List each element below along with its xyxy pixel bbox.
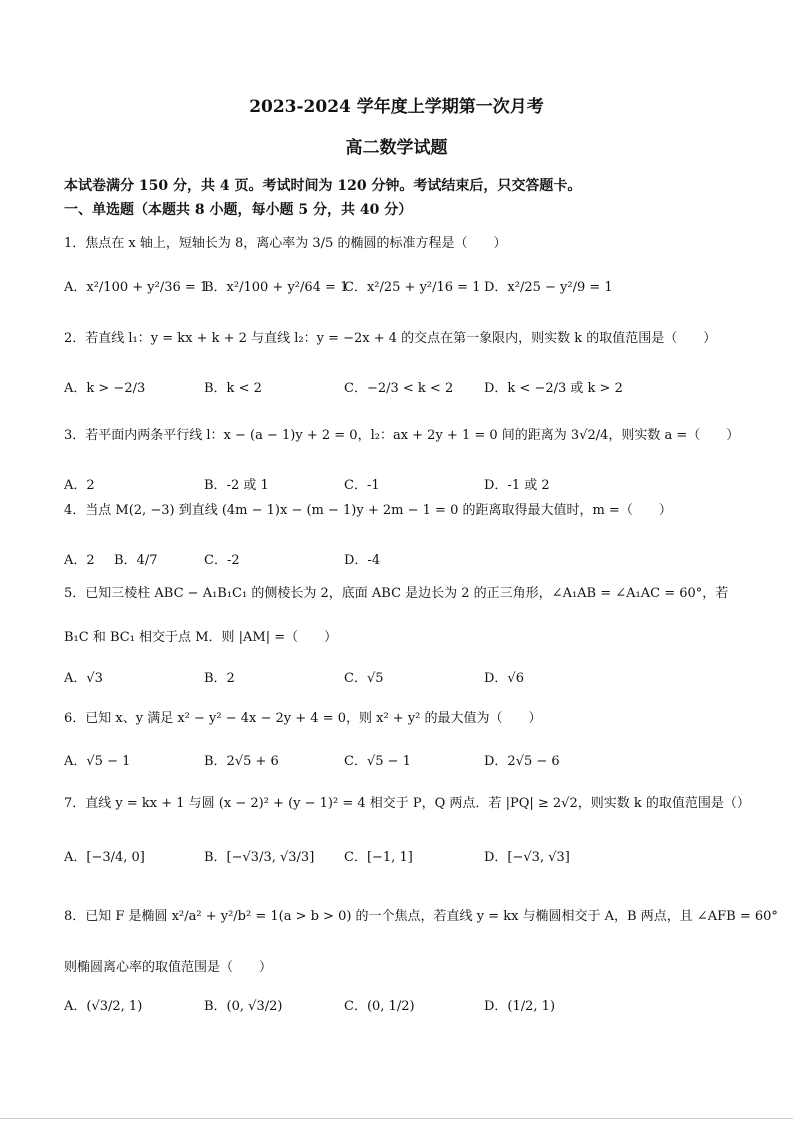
question-2-stem: 2．若直线 l₁：y = kx + k + 2 与直线 l₂：y = −2x + 4 的交点在第一象限内，则实数 k 的取值范围是（ ） [64,331,717,346]
q1-option-d: D．x²/25 − y²/9 = 1 [484,280,613,295]
q5-option-b: B．2 [204,671,235,686]
question-6-stem: 6．已知 x、y 满足 x² − y² − 4x − 2y + 4 = 0，则 x² + y² 的最大值为（ ） [64,711,542,726]
q8-option-d: D．(1/2, 1) [484,999,556,1014]
q2-option-a: A．k > −2/3 [64,381,146,396]
q4-option-c: C．-2 [204,553,240,568]
question-4-stem: 4．当点 M(2, −3) 到直线 (4m − 1)x − (m − 1)y + 2m − 1 = 0 的距离取得最大值时，m =（ ） [64,503,672,518]
q7-option-d: D．[−√3, √3] [484,850,570,865]
q7-option-b: B．[−√3/3, √3/3] [204,850,315,865]
q5-option-a: A．√3 [64,671,103,686]
q4-option-a: A．2 [64,553,95,568]
question-5-stem: 5．已知三棱柱 ABC − A₁B₁C₁ 的侧棱长为 2，底面 ABC 是边长为 2 的正三角形，∠A₁AB = ∠A₁AC = 60°，若 [64,586,729,601]
q1-option-b: B．x²/100 + y²/64 = 1 [204,280,349,295]
q2-option-c: C．−2/3 < k < 2 [344,381,454,396]
q8-option-b: B．(0, √3/2) [204,999,283,1014]
exam-instructions: 本试卷满分 150 分，共 4 页。考试时间为 120 分钟。考试结束后，只交答题卡。 [64,178,582,194]
q3-option-a: A．2 [64,478,95,493]
section-heading: 一、单选题（本题共 8 小题，每小题 5 分，共 40 分） [64,202,413,218]
question-8-stem: 8．已知 F 是椭圆 x²/a² + y²/b² = 1(a > b > 0) 的一个焦点，若直线 y = kx 与椭圆相交于 A，B 两点，且 ∠AFB = 60° [64,909,778,924]
q6-option-c: C．√5 − 1 [344,754,411,769]
question-8-stem-continued: 则椭圆离心率的取值范围是（ ） [64,960,273,975]
q7-option-a: A．[−3/4, 0] [64,850,145,865]
page-bottom-divider [0,1118,793,1119]
q5-option-c: C．√5 [344,671,384,686]
q8-option-c: C．(0, 1/2) [344,999,415,1014]
q5-option-d: D．√6 [484,671,524,686]
q4-option-b: B．4/7 [114,553,158,568]
q6-option-a: A．√5 − 1 [64,754,131,769]
question-1-stem: 1．焦点在 x 轴上，短轴长为 8，离心率为 3/5 的椭圆的标准方程是（ ） [64,236,507,251]
q3-option-d: D．-1 或 2 [484,478,550,493]
question-3-stem: 3．若平面内两条平行线 l：x − (a − 1)y + 2 = 0，l₂：ax + 2y + 1 = 0 间的距离为 3√2/4，则实数 a =（ ） [64,428,740,443]
question-7-stem: 7．直线 y = kx + 1 与圆 (x − 2)² + (y − 1)² = 4 相交于 P，Q 两点．若 |PQ| ≥ 2√2，则实数 k 的取值范围是（） [64,796,750,811]
q2-option-d: D．k < −2/3 或 k > 2 [484,381,623,396]
q7-option-c: C．[−1, 1] [344,850,413,865]
q8-option-a: A．(√3/2, 1) [64,999,143,1014]
q4-option-d: D．-4 [344,553,381,568]
question-5-stem-continued: B₁C 和 BC₁ 相交于点 M．则 |AM| =（ ） [64,630,338,645]
q6-option-b: B．2√5 + 6 [204,754,279,769]
q1-option-a: A．x²/100 + y²/36 = 1 [64,280,209,295]
q1-option-c: C．x²/25 + y²/16 = 1 [344,280,481,295]
q3-option-b: B．-2 或 1 [204,478,269,493]
exam-title: 2023-2024 学年度上学期第一次月考 [249,97,544,117]
q2-option-b: B．k < 2 [204,381,262,396]
exam-subtitle: 高二数学试题 [345,138,448,158]
q3-option-c: C．-1 [344,478,380,493]
q6-option-d: D．2√5 − 6 [484,754,560,769]
